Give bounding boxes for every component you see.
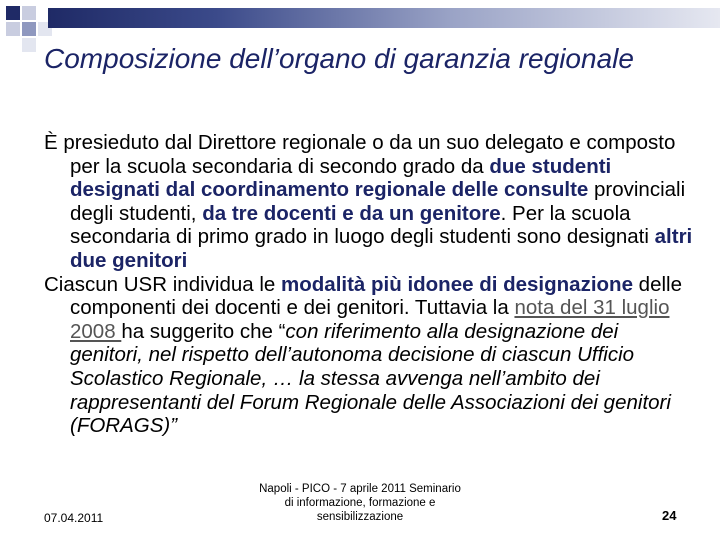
emphasis-parents: altri due genitori xyxy=(70,225,693,272)
text-run: . Per la scuola secondaria di primo grado in luogo degli studenti sono designati xyxy=(70,201,655,249)
slide-body xyxy=(44,131,694,438)
paragraph-composition xyxy=(44,131,694,273)
text-run: provinciali degli studenti, xyxy=(70,178,686,225)
page-number: 24 xyxy=(662,508,677,523)
text-run: Ciascun USR individua le xyxy=(44,272,282,296)
paragraph-usr xyxy=(44,273,694,438)
text-run: delle componenti dei docenti e dei genitori. Tuttavia la xyxy=(70,272,682,320)
footer-date: 07.04.2011 xyxy=(44,511,104,525)
text-run: ha suggerito che “ xyxy=(121,319,286,343)
text-run: È presieduto dal Direttore regionale o da un suo delegato e composto per la scuola secondaria di secondo grado da xyxy=(44,131,676,178)
emphasis-students: due studenti designati dal coordinamento regionale delle consulte xyxy=(70,154,612,202)
footer-event xyxy=(250,482,470,524)
slide-title: Composizione dell’organo di garanzia regionale xyxy=(44,43,634,74)
footer-event-line: di informazione, formazione e xyxy=(284,497,436,509)
quoted-text: con riferimento alla designazione dei genitori, nel rispetto dell’autonoma decisione di ciascun Ufficio Scolastico Regionale, … la stessa avvenga nell’ambito dei rappresentanti del Forum Regionale delle Associazioni dei genitori (FORAGS) xyxy=(70,319,671,438)
footer-event-line: Napoli - PICO - 7 aprile 2011 Seminario xyxy=(259,483,461,495)
header-gradient-bar xyxy=(48,8,720,28)
emphasis-modalities: modalità più idonee di designazione xyxy=(281,272,633,296)
text-run: ” xyxy=(170,414,178,438)
nota-link[interactable]: nota del 31 luglio 2008 xyxy=(70,296,670,343)
emphasis-teachers-parent: da tre docenti e da un genitore xyxy=(202,201,501,225)
footer-event-line: sensibilizzazione xyxy=(316,511,404,523)
